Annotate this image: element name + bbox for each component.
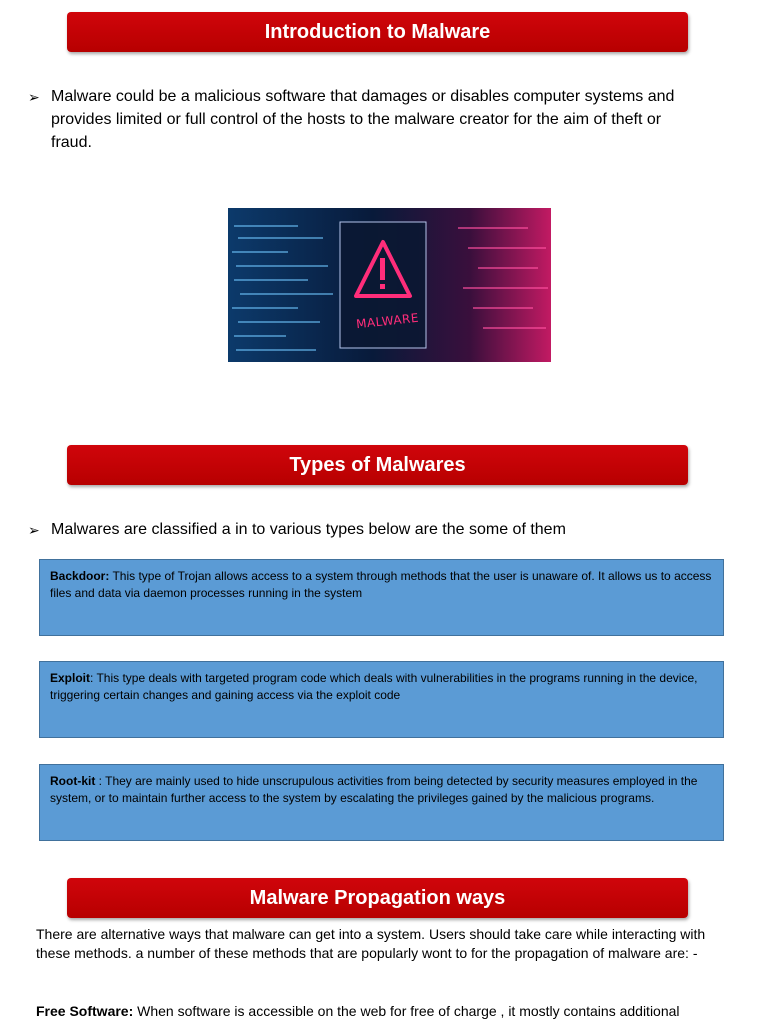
bullet-arrow-icon: ➢ [28, 522, 40, 538]
types-intro-text: Malwares are classified a in to various types below are the some of them [51, 521, 566, 538]
intro-text: Malware could be a malicious software that damages or disables computer systems and provides limited or full control of the hosts to the malware creator for the aim of theft or fraud. [51, 88, 675, 151]
bullet-arrow-icon: ➢ [28, 89, 40, 105]
types-bullet [28, 518, 688, 542]
type-box-exploit [39, 661, 724, 738]
section-title: Introduction to Malware [264, 20, 491, 43]
type-box-rootkit [39, 764, 724, 841]
type-desc: : They are mainly used to hide unscrupulous activities from being detected by security measures employed in the system, or to maintain further access to the system by escalating the privileges gained by the malicious programs. [50, 774, 698, 805]
type-term: Exploit [50, 671, 91, 685]
free-software-term: Free Software: [36, 1003, 134, 1019]
free-software-desc: When software is accessible on the web for free of charge , it mostly contains additional [133, 1003, 680, 1019]
intro-bullet [28, 85, 688, 154]
type-term: Backdoor: [50, 569, 110, 583]
type-box-backdoor [39, 559, 724, 636]
type-desc: This type of Trojan allows access to a system through methods that the user is unaware of. It allows us to access files and data via daemon processes running in the system [50, 569, 712, 600]
section-banner-types [67, 445, 688, 485]
type-term: Root-kit [50, 774, 96, 788]
section-title: Types of Malwares [289, 453, 466, 476]
free-software-paragraph [36, 1002, 726, 1021]
section-banner-propagation [67, 878, 688, 918]
propagation-intro-text: There are alternative ways that malware can get into a system. Users should take care while interacting with these methods. a number of these methods that are popularly wont to for the propagation of malware are: - [36, 926, 706, 961]
propagation-intro [36, 925, 726, 963]
malware-label: MALWARE [355, 310, 420, 332]
malware-illustration [228, 208, 551, 362]
type-desc: : This type deals with targeted program code which deals with vulnerabilities in the programs running in the device, triggering certain changes and gaining access via the exploit code [50, 671, 698, 702]
malware-hero-image [228, 208, 551, 362]
section-title: Malware Propagation ways [249, 886, 506, 909]
section-banner-intro [67, 12, 688, 52]
